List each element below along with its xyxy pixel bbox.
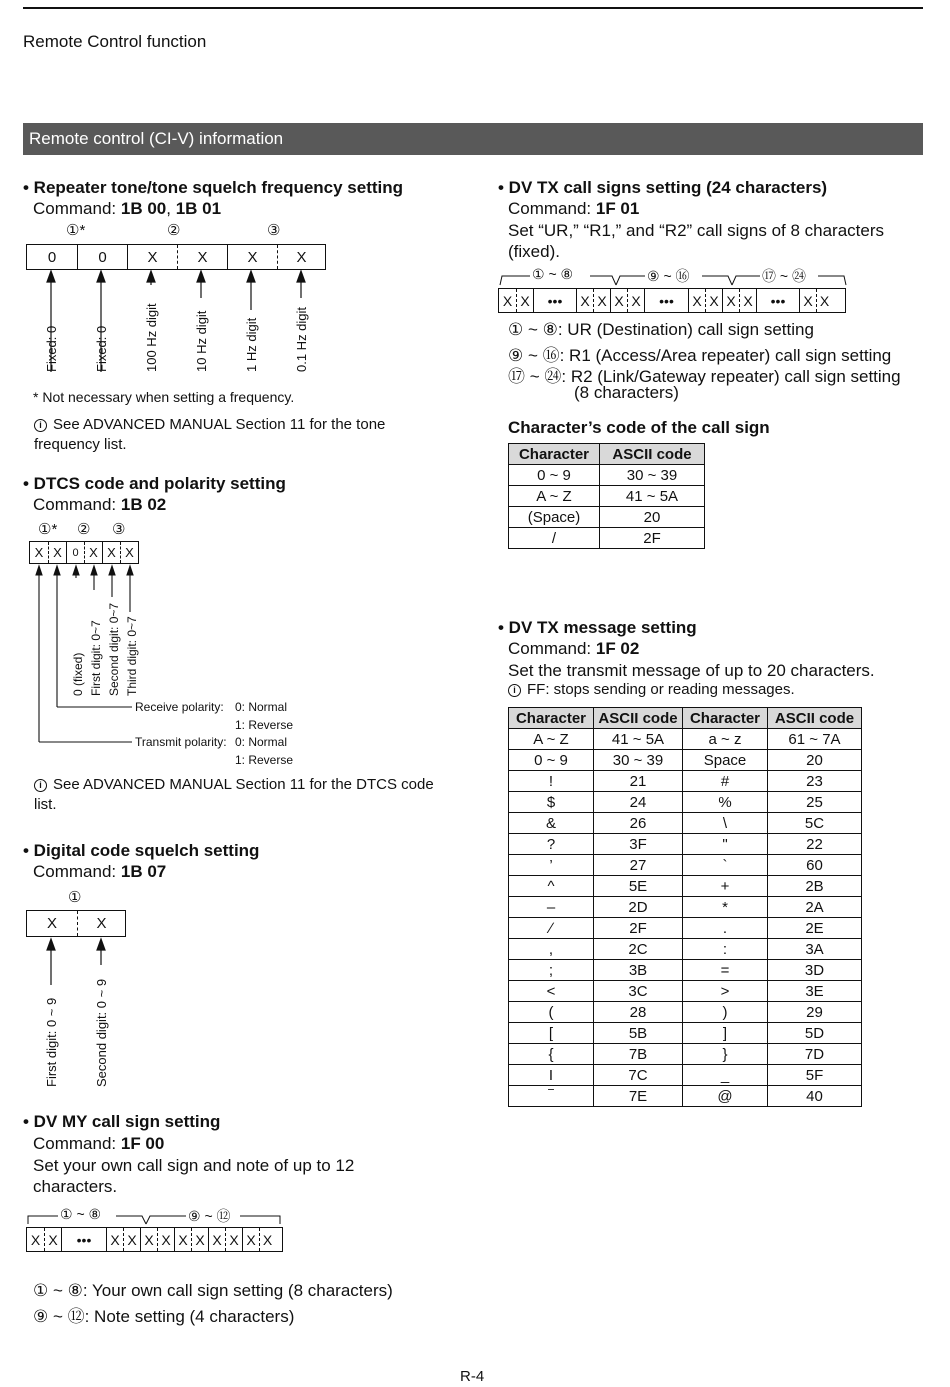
byte-cell: X <box>688 289 705 312</box>
table-cell: 2E <box>768 918 862 939</box>
mycall-heading: • DV MY call sign setting <box>23 1112 221 1131</box>
table-cell: \ <box>683 813 768 834</box>
dtcs-label: First digit: 0~7 <box>89 620 103 696</box>
table-cell: ` <box>683 855 768 876</box>
table-cell: , <box>509 939 594 960</box>
table-cell: [ <box>509 1023 594 1044</box>
table-row <box>509 1002 862 1023</box>
marker-1: ①* <box>38 521 58 538</box>
table-cell: 40 <box>768 1086 862 1107</box>
message-heading: • DV TX message setting <box>498 618 697 637</box>
table-cell: 5E <box>594 876 683 897</box>
ellipsis-cell: ••• <box>533 289 576 312</box>
table-cell: _ <box>683 1065 768 1086</box>
info-icon: i <box>34 419 47 432</box>
byte-cell: X <box>177 245 227 269</box>
callcode-heading: Character’s code of the call sign <box>508 418 770 437</box>
table-row: (Space) 20 <box>509 507 705 528</box>
table-cell: 20 <box>768 750 862 771</box>
byte-cell: X <box>242 1228 259 1251</box>
table-row <box>509 960 862 981</box>
column-header: ASCII code <box>594 708 683 729</box>
repeater-label: 0.1 Hz digit <box>294 306 309 372</box>
mycall-brace-b: ⑨ ~ ⑫ <box>188 1208 231 1224</box>
table-cell: 3F <box>594 834 683 855</box>
txcall-item1: ① ~ ⑧: UR (Destination) call sign setting <box>508 320 814 339</box>
mycall-item1: ① ~ ⑧: Your own call sign setting (8 characters) <box>33 1281 393 1300</box>
column-header: Character <box>509 708 594 729</box>
byte-cell: X <box>46 915 57 932</box>
table-cell: 7B <box>594 1044 683 1065</box>
table-cell: 22 <box>768 834 862 855</box>
marker-2: ② <box>167 222 181 239</box>
table-row <box>509 834 862 855</box>
txcall-item2: ⑨ ~ ⑯: R1 (Access/Area repeater) call sign setting <box>508 346 892 365</box>
table-row <box>509 771 862 792</box>
byte-cell: X <box>502 292 513 309</box>
marker-3: ③ <box>267 222 281 239</box>
table-cell: 5B <box>594 1023 683 1044</box>
table-row: 0 ~ 9 30 ~ 39 <box>509 465 705 486</box>
message-note: i FF: stops sending or reading messages. <box>508 681 795 698</box>
table-cell: 25 <box>768 792 862 813</box>
table-row <box>509 729 862 750</box>
table-cell: 5C <box>768 813 862 834</box>
table-cell: + <box>683 876 768 897</box>
byte-cell: X <box>799 289 816 312</box>
table-cell: ! <box>509 771 594 792</box>
table-cell: 3B <box>594 960 683 981</box>
table-cell: 2F <box>594 918 683 939</box>
table-row <box>509 897 862 918</box>
byte-cell: X <box>102 542 120 563</box>
mycall-command: Command: 1F 00 <box>33 1134 165 1153</box>
byte-cell: X <box>610 289 627 312</box>
section-banner: Remote control (CI-V) information <box>23 123 923 155</box>
table-cell: 24 <box>594 792 683 813</box>
mycall-item2: ⑨ ~ ⑫: Note setting (4 characters) <box>33 1307 295 1326</box>
byte-cell: X <box>30 1231 41 1248</box>
receive-reverse: 1: Reverse <box>235 718 294 732</box>
byte-cell: X <box>123 1228 140 1251</box>
marker-1: ① <box>68 889 82 906</box>
table-cell: 41 ~ 5A <box>594 729 683 750</box>
byte-cell: X <box>739 289 756 312</box>
table-cell: 30 ~ 39 <box>594 750 683 771</box>
txcall-heading: • DV TX call signs setting (24 characters) <box>498 178 828 197</box>
table-cell: 3D <box>768 960 862 981</box>
txcall-brace-b: ⑨ ~ ⑯ <box>647 268 690 284</box>
table-cell: & <box>509 813 594 834</box>
table-row <box>509 855 862 876</box>
table-cell: 5D <box>768 1023 862 1044</box>
ellipsis-cell: ••• <box>756 289 799 312</box>
message-desc: Set the transmit message of up to 20 characters. <box>508 661 875 680</box>
callcode-table <box>508 443 705 549</box>
table-cell: 2B <box>768 876 862 897</box>
byte-cell: X <box>84 542 102 563</box>
byte-cell: X <box>77 911 125 936</box>
txcall-item3-cont: (8 characters) <box>574 383 679 402</box>
transmit-polarity-label: Transmit polarity: <box>135 735 227 749</box>
table-cell: 28 <box>594 1002 683 1023</box>
byte-cell: X <box>227 245 277 269</box>
table-row: / 2F <box>509 528 705 549</box>
repeater-label: 10 Hz digit <box>194 310 209 372</box>
repeater-note: i See ADVANCED MANUAL Section 11 for the tone frequency list. <box>34 416 386 453</box>
table-cell: @ <box>683 1086 768 1107</box>
repeater-heading: • Repeater tone/tone squelch frequency setting <box>23 178 404 197</box>
dcs-command: Command: 1B 07 <box>33 862 167 881</box>
byte-cell: X <box>593 289 610 312</box>
dtcs-note: i See ADVANCED MANUAL Section 11 for the DTCS code list. <box>34 776 434 813</box>
table-cell: 29 <box>768 1002 862 1023</box>
dtcs-command: Command: 1B 02 <box>33 495 167 514</box>
repeater-footnote: * Not necessary when setting a frequency. <box>33 389 295 405</box>
table-cell: . <box>683 918 768 939</box>
table-cell: 23 <box>768 771 862 792</box>
table-cell: 2D <box>594 897 683 918</box>
column-header: ASCII code <box>600 444 705 465</box>
table-cell: 2A <box>768 897 862 918</box>
marker-3: ③ <box>112 521 126 538</box>
table-cell: 7C <box>594 1065 683 1086</box>
txcall-desc: Set “UR,” “R1,” and “R2” call signs of 8 characters (fixed). <box>508 221 885 261</box>
repeater-label: 100 Hz digit <box>144 303 159 372</box>
table-row <box>509 813 862 834</box>
table-row <box>509 1023 862 1044</box>
table-cell: 3C <box>594 981 683 1002</box>
table-cell: 21 <box>594 771 683 792</box>
table-cell: : <box>683 939 768 960</box>
table-cell: ? <box>509 834 594 855</box>
column-header: Character <box>683 708 768 729</box>
table-cell: # <box>683 771 768 792</box>
byte-cell: X <box>120 542 138 563</box>
table-cell: ‾ <box>509 1086 594 1107</box>
txcall-brace-c: ⑰ ~ ㉔ <box>762 268 806 284</box>
byte-cell: X <box>208 1228 225 1251</box>
marker-1: ①* <box>66 222 86 239</box>
txcall-command: Command: 1F 01 <box>508 199 640 218</box>
mycall-desc: Set your own call sign and note of up to 12 characters. <box>33 1156 355 1196</box>
byte-cell: X <box>627 289 644 312</box>
table-cell: ( <box>509 1002 594 1023</box>
table-cell: – <box>509 897 594 918</box>
column-header: Character <box>509 444 600 465</box>
table-cell: $ <box>509 792 594 813</box>
byte-cell: X <box>191 1228 208 1251</box>
byte-cell: X <box>48 542 66 563</box>
column-header: ASCII code <box>768 708 862 729</box>
table-cell: 27 <box>594 855 683 876</box>
table-cell: A ~ Z <box>509 729 594 750</box>
message-table <box>508 707 862 1107</box>
table-row <box>509 981 862 1002</box>
table-cell: ] <box>683 1023 768 1044</box>
table-cell: Space <box>683 750 768 771</box>
table-row <box>509 939 862 960</box>
byte-cell: X <box>225 1228 242 1251</box>
message-command: Command: 1F 02 <box>508 639 640 658</box>
table-cell: 5F <box>768 1065 862 1086</box>
table-cell: 26 <box>594 813 683 834</box>
table-cell: = <box>683 960 768 981</box>
table-cell: 60 <box>768 855 862 876</box>
receive-polarity-label: Receive polarity: <box>135 700 224 714</box>
ellipsis-cell: ••• <box>61 1228 106 1251</box>
byte-cell: X <box>722 289 739 312</box>
repeater-command: Command: 1B 00, 1B 01 <box>33 199 222 218</box>
byte-cell: X <box>576 289 593 312</box>
repeater-label: 1 Hz digit <box>244 317 259 372</box>
byte-cell: X <box>34 545 44 560</box>
table-cell: 3A <box>768 939 862 960</box>
table-row <box>509 1086 862 1107</box>
marker-2: ② <box>77 521 91 538</box>
table-cell: 0 ~ 9 <box>509 750 594 771</box>
byte-cell: 0 <box>66 542 84 563</box>
table-cell: > <box>683 981 768 1002</box>
table-cell: % <box>683 792 768 813</box>
table-cell: 7E <box>594 1086 683 1107</box>
byte-cell: X <box>157 1228 174 1251</box>
table-cell: * <box>683 897 768 918</box>
byte-cell: X <box>516 289 533 312</box>
repeater-label: Fixed: 0 <box>94 325 109 372</box>
dtcs-heading: • DTCS code and polarity setting <box>23 474 286 493</box>
table-cell: 2C <box>594 939 683 960</box>
transmit-normal: 0: Normal <box>235 735 288 749</box>
dcs-label: First digit: 0 ~ 9 <box>44 997 59 1087</box>
byte-cell: X <box>44 1228 61 1251</box>
table-cell: < <box>509 981 594 1002</box>
repeater-label: Fixed: 0 <box>44 325 59 372</box>
table-cell: ∕ <box>509 918 594 939</box>
ellipsis-cell: ••• <box>644 289 688 312</box>
dcs-heading: • Digital code squelch setting <box>23 841 260 860</box>
page-number: R-4 <box>460 1368 485 1385</box>
table-row <box>509 876 862 897</box>
txcall-item3: ⑰ ~ ㉔: R2 (Link/Gateway repeater) call sign setting <box>508 367 901 386</box>
byte-cell: X <box>127 245 177 269</box>
table-cell: a ~ z <box>683 729 768 750</box>
byte-cell: X <box>140 1228 157 1251</box>
byte-cell: X <box>816 289 832 312</box>
byte-cell: X <box>705 289 722 312</box>
table-cell: ; <box>509 960 594 981</box>
table-cell: " <box>683 834 768 855</box>
txcall-brace-a: ① ~ ⑧ <box>532 266 574 282</box>
table-row <box>509 1044 862 1065</box>
table-cell: } <box>683 1044 768 1065</box>
table-row <box>509 1065 862 1086</box>
info-icon: i <box>34 779 47 792</box>
info-icon: i <box>508 684 521 697</box>
dtcs-label: Second digit: 0~7 <box>107 602 121 696</box>
table-row: A ~ Z 41 ~ 5A <box>509 486 705 507</box>
table-cell: ^ <box>509 876 594 897</box>
receive-normal: 0: Normal <box>235 700 288 714</box>
dcs-label: Second digit: 0 ~ 9 <box>94 978 109 1087</box>
table-row <box>509 750 862 771</box>
page-header: Remote Control function <box>23 32 207 51</box>
txcall-byte-row <box>498 288 846 313</box>
byte-cell: X <box>277 245 325 269</box>
dtcs-label: 0 (fixed) <box>71 652 85 696</box>
table-cell: ) <box>683 1002 768 1023</box>
byte-cell: X <box>106 1228 123 1251</box>
table-cell: 3E <box>768 981 862 1002</box>
table-row <box>509 918 862 939</box>
table-cell: { <box>509 1044 594 1065</box>
mycall-brace-a: ① ~ ⑧ <box>60 1206 102 1222</box>
table-row <box>509 792 862 813</box>
transmit-reverse: 1: Reverse <box>235 753 294 767</box>
table-cell: 61 ~ 7A <box>768 729 862 750</box>
table-cell: 7D <box>768 1044 862 1065</box>
byte-cell: 0 <box>77 245 127 269</box>
byte-cell: X <box>259 1228 275 1251</box>
table-cell: I <box>509 1065 594 1086</box>
byte-cell: 0 <box>47 248 57 266</box>
table-cell: ’ <box>509 855 594 876</box>
dtcs-label: Third digit: 0~7 <box>125 616 139 696</box>
byte-cell: X <box>174 1228 191 1251</box>
